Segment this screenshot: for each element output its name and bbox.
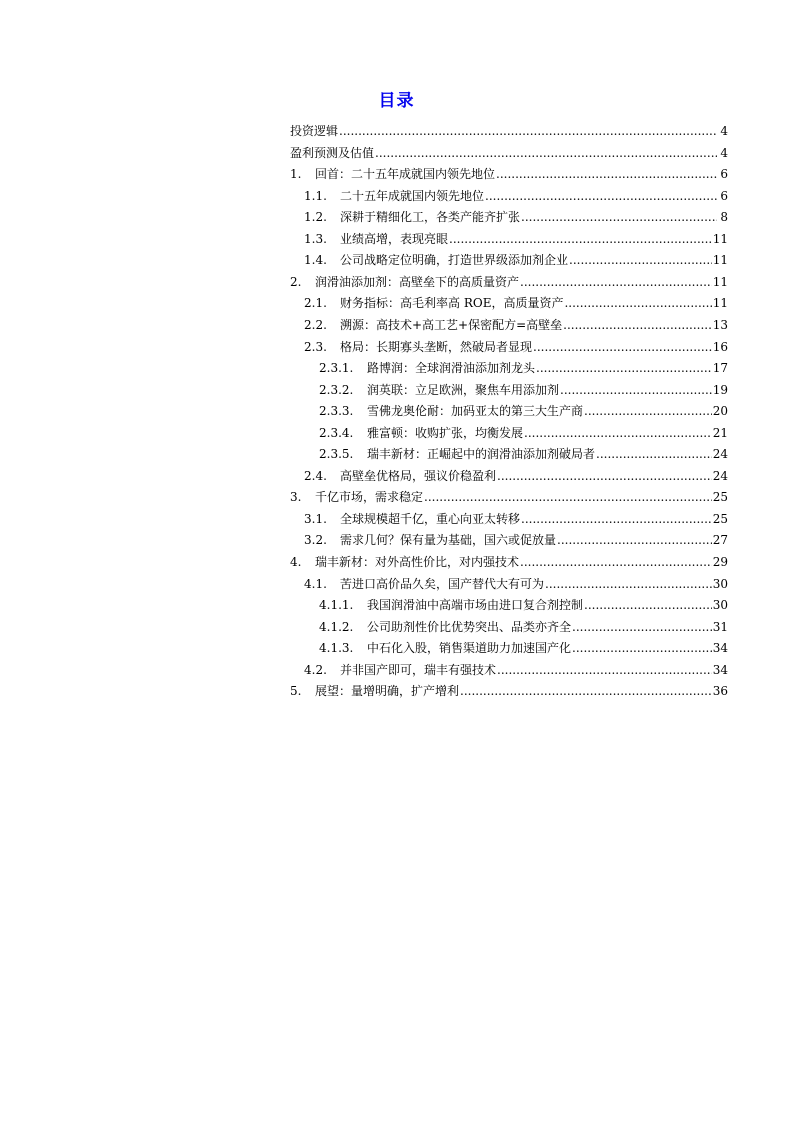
toc-entry-title: 苦进口高价品久矣，国产替代大有可为 — [340, 576, 545, 591]
page-title: 目录 — [378, 91, 415, 111]
toc-entry-page: 24 — [712, 468, 728, 483]
toc-entry-page: 27 — [712, 533, 728, 548]
toc-entry-page: 4 — [720, 124, 728, 138]
toc-entry-number: 3. — [290, 490, 302, 505]
toc-entry-title: 投资逻辑 — [290, 124, 339, 138]
toc-entry[interactable] — [282, 506, 728, 526]
dot-leader — [563, 318, 712, 332]
dot-leader — [572, 641, 712, 655]
toc-entry-page: 34 — [712, 641, 728, 656]
toc-entry-number: 1. — [290, 167, 302, 182]
dot-leader — [584, 404, 712, 418]
dot-leader — [572, 620, 712, 634]
toc-entry-number: 1.2. — [304, 210, 327, 225]
toc-entry-number: 5. — [290, 684, 302, 699]
toc-entry[interactable] — [282, 420, 728, 440]
toc-entry-page: 25 — [712, 511, 728, 526]
toc-entry-page: 4 — [720, 145, 728, 160]
toc-entry[interactable] — [282, 247, 728, 267]
toc-entry-title: 瑞丰新材：正崛起中的润滑油添加剂破局者 — [367, 447, 596, 462]
toc-entry-number: 1.1. — [304, 188, 327, 203]
toc-entry-number: 2. — [290, 274, 302, 289]
toc-entry-title: 深耕于精细化工，各类产能齐扩张 — [340, 210, 521, 225]
toc-entry-title: 溯源：高技术+高工艺+保密配方=高壁垒 — [340, 317, 563, 332]
toc-entry-page: 29 — [712, 555, 728, 569]
dot-leader — [560, 383, 712, 397]
dot-leader — [496, 167, 717, 181]
dot-leader — [521, 210, 717, 224]
dot-leader — [497, 469, 712, 483]
dot-leader — [424, 490, 712, 504]
toc-entry-number: 2.1. — [304, 296, 327, 311]
toc-entry-title: 雪佛龙奥伦耐：加码亚太的第三大生产商 — [367, 404, 584, 419]
toc-entry-title: 展望：量增明确，扩产增利 — [315, 684, 460, 699]
toc-entry-page: 25 — [712, 490, 728, 505]
dot-leader — [375, 146, 717, 160]
toc-entry-page: 30 — [712, 576, 728, 591]
dot-leader — [520, 275, 712, 289]
toc-entry[interactable] — [282, 463, 728, 483]
dot-leader — [536, 361, 712, 375]
toc-entry[interactable] — [282, 398, 728, 418]
toc-entry-number: 2.3.4. — [319, 425, 354, 440]
toc-entry-number: 2.4. — [304, 468, 327, 483]
toc-entry-number: 4.1.2. — [319, 619, 354, 634]
toc-entry-page: 31 — [712, 619, 728, 634]
toc-entry-page: 34 — [712, 662, 728, 677]
toc-entry-number: 4. — [290, 555, 302, 569]
toc-entry-title: 润英联：立足欧洲，聚焦车用添加剂 — [367, 382, 560, 397]
toc-entry-title: 润滑油添加剂：高壁垒下的高质量资产 — [315, 274, 520, 289]
toc-entry-title: 需求几何？保有量为基础，国六或促放量 — [340, 533, 557, 548]
toc-entry-number: 2.3.2. — [319, 382, 354, 397]
toc-entry-title: 我国润滑油中高端市场由进口复合剂控制 — [367, 598, 584, 613]
toc-entry-number: 4.1.3. — [319, 641, 354, 656]
toc-entry-number: 1.4. — [304, 253, 327, 268]
dot-leader — [521, 512, 712, 526]
toc-entry-title: 并非国产即可，瑞丰有强技术 — [340, 662, 497, 677]
dot-leader — [557, 533, 712, 547]
toc-entry[interactable] — [282, 204, 728, 224]
toc-entry-title: 千亿市场，需求稳定 — [315, 490, 424, 505]
toc-entry[interactable] — [282, 312, 728, 332]
toc-entry-number: 3.1. — [304, 511, 327, 526]
dot-leader — [460, 684, 712, 698]
toc-entry-page: 6 — [720, 167, 728, 182]
toc-entry[interactable] — [282, 571, 728, 591]
toc-entry-title: 二十五年成就国内领先地位 — [340, 188, 485, 203]
toc-entry-number: 2.3.5. — [319, 447, 354, 462]
toc-entry[interactable] — [282, 140, 728, 160]
toc-entry-title: 全球规模超千亿，重心向亚太转移 — [340, 511, 521, 526]
toc-entry-title: 格局：长期寡头垄断，然破局者显现 — [340, 339, 533, 354]
toc-entry[interactable] — [282, 226, 728, 246]
toc-entry-title: 雅富顿：收购扩张，均衡发展 — [367, 425, 524, 440]
toc-entry-title: 瑞丰新材：对外高性价比，对内强技术 — [315, 555, 520, 569]
toc-entry-page: 24 — [712, 447, 728, 462]
dot-leader — [596, 447, 712, 461]
dot-leader — [520, 555, 712, 569]
toc-entry[interactable] — [282, 527, 728, 547]
toc-entry-number: 2.3. — [304, 339, 327, 354]
toc-entry[interactable] — [282, 657, 728, 677]
dot-leader — [533, 340, 712, 354]
dot-leader — [584, 598, 712, 612]
toc-entry-page: 11 — [712, 253, 728, 268]
toc-entry[interactable] — [282, 118, 728, 138]
toc-entry-title: 公司助剂性价比优势突出、品类亦齐全 — [367, 619, 572, 634]
toc-entry-page: 8 — [720, 210, 728, 225]
toc-entry-page: 17 — [712, 361, 728, 376]
dot-leader — [485, 189, 717, 203]
toc-entry-number: 1.3. — [304, 231, 327, 246]
toc-entry-title: 财务指标：高毛利率高 ROE，高质量资产 — [340, 296, 564, 311]
toc-entry-number: 3.2. — [304, 533, 327, 548]
toc-entry-title: 盈利预测及估值 — [290, 145, 375, 160]
toc-entry[interactable] — [282, 441, 728, 461]
toc-entry-title: 业绩高增，表现亮眼 — [340, 231, 449, 246]
toc-entry[interactable] — [282, 334, 728, 354]
toc-entry-page: 16 — [712, 339, 728, 354]
dot-leader — [497, 663, 712, 677]
toc-entry[interactable] — [282, 549, 728, 569]
dot-leader — [564, 296, 711, 310]
dot-leader — [449, 232, 712, 246]
toc-entry[interactable] — [282, 290, 728, 310]
toc-entry[interactable] — [282, 355, 728, 375]
dot-leader — [545, 577, 712, 591]
toc-entry[interactable] — [282, 269, 728, 289]
toc-entry-number: 4.2. — [304, 662, 327, 677]
toc-entry-page: 20 — [712, 404, 728, 419]
toc-entry-number: 2.3.1. — [319, 361, 354, 376]
toc-entry[interactable] — [282, 183, 728, 203]
toc-entry-title: 高壁垒优格局，强议价稳盈利 — [340, 468, 497, 483]
toc-entry-title: 路博润：全球润滑油添加剂龙头 — [367, 361, 536, 376]
toc-entry-title: 回首：二十五年成就国内领先地位 — [315, 167, 496, 182]
toc-entry-title: 中石化入股，销售渠道助力加速国产化 — [367, 641, 572, 656]
toc-entry[interactable] — [282, 161, 728, 181]
toc-entry-page: 6 — [720, 188, 728, 203]
toc-entry-page: 19 — [712, 382, 728, 397]
toc-entry-page: 36 — [712, 684, 728, 699]
toc-entry[interactable] — [282, 592, 728, 612]
toc-entry-number: 2.3.3. — [319, 404, 354, 419]
toc-entry-number: 4.1. — [304, 576, 327, 591]
toc-entry[interactable] — [282, 484, 728, 504]
toc-entry[interactable] — [282, 614, 728, 634]
toc-entry[interactable] — [282, 678, 728, 698]
toc-entry-number: 2.2. — [304, 317, 327, 332]
toc-entry-title: 公司战略定位明确，打造世界级添加剂企业 — [340, 253, 569, 268]
toc-entry-page: 13 — [712, 317, 728, 332]
toc-entry-page: 30 — [712, 598, 728, 613]
toc-entry-page: 21 — [712, 425, 728, 440]
dot-leader — [339, 124, 717, 138]
toc-entry-page: 11 — [712, 296, 728, 311]
toc-entry[interactable] — [282, 635, 728, 655]
dot-leader — [569, 253, 712, 267]
toc-entry-page: 11 — [712, 231, 728, 246]
toc-entry-number: 4.1.1. — [319, 598, 354, 613]
dot-leader — [524, 426, 712, 440]
toc-entry[interactable] — [282, 377, 728, 397]
toc-entry-page: 11 — [712, 274, 728, 289]
